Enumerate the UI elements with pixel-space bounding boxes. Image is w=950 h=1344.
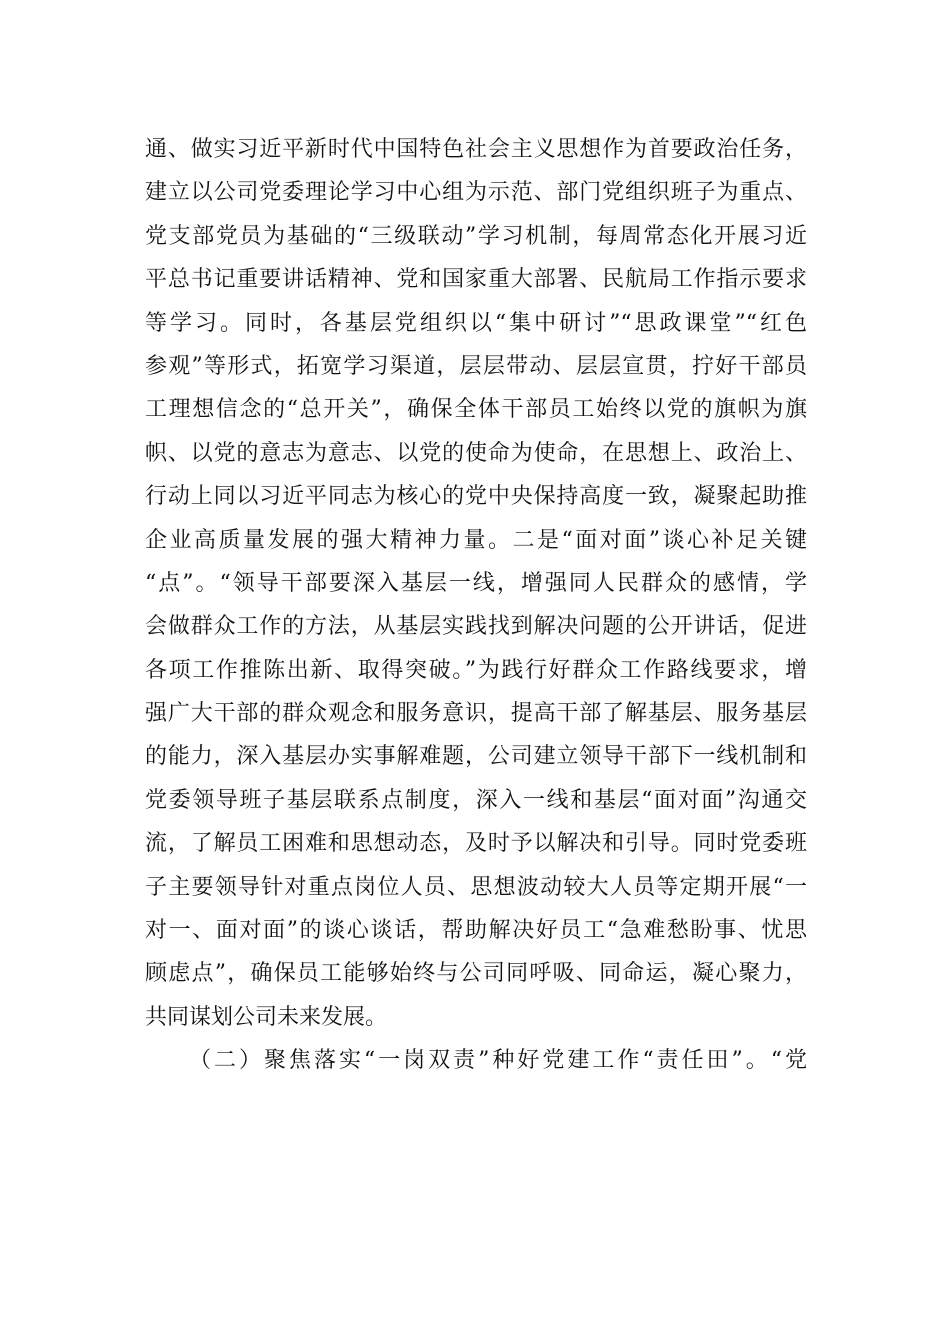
text-line-3: 党支部党员为基础的“三级联动”学习机制，每周常态化开展习近 (145, 223, 807, 249)
text-line-6: 参观”等形式，拓宽学习渠道，层层带动、层层宣贯，拧好干部员 (145, 353, 807, 379)
text-line-16: 党委领导班子基层联系点制度，深入一线和基层“面对面”沟通交 (145, 787, 807, 813)
text-line-20: 顾虑点”，确保员工能够始终与公司同呼吸、同命运，凝心聚力， (145, 961, 807, 987)
text-line-12: 会做群众工作的方法，从基层实践找到解决问题的公开讲话，促进 (145, 614, 807, 640)
text-line-9: 行动上同以习近平同志为核心的党中央保持高度一致，凝聚起助推 (145, 484, 807, 510)
text-line-7: 工理想信念的“总开关”，确保全体干部员工始终以党的旗帜为旗 (145, 397, 807, 423)
section-heading-line: （二）聚焦落实“一岗双责”种好党建工作“责任田”。“党 (189, 1048, 807, 1074)
text-line-13: 各项工作推陈出新、取得突破。”为践行好群众工作路线要求，增 (145, 657, 807, 683)
text-line-15: 的能力，深入基层办实事解难题，公司建立领导干部下一线机制和 (145, 744, 807, 770)
text-line-19: 对一、面对面”的谈心谈话，帮助解决好员工“急难愁盼事、忧思 (145, 918, 807, 944)
text-line-8: 帜、以党的意志为意志、以党的使命为使命，在思想上、政治上、 (145, 440, 807, 466)
text-line-11: “点”。“领导干部要深入基层一线，增强同人民群众的感情，学 (145, 570, 807, 596)
text-line-14: 强广大干部的群众观念和服务意识，提高干部了解基层、服务基层 (145, 701, 807, 727)
body-text (145, 128, 807, 1083)
text-line-1: 通、做实习近平新时代中国特色社会主义思想作为首要政治任务， (145, 137, 807, 162)
text-line-21: 共同谋划公司未来发展。 (145, 1004, 388, 1030)
text-line-10: 企业高质量发展的强大精神力量。二是“面对面”谈心补足关键 (145, 527, 807, 553)
text-line-17: 流，了解员工困难和思想动态，及时予以解决和引导。同时党委班 (145, 831, 807, 857)
text-line-18: 子主要领导针对重点岗位人员、思想波动较大人员等定期开展“一 (145, 874, 807, 900)
text-line-4: 平总书记重要讲话精神、党和国家重大部署、民航局工作指示要求 (145, 267, 807, 293)
text-line-2: 建立以公司党委理论学习中心组为示范、部门党组织班子为重点、 (145, 180, 807, 206)
text-line-5: 等学习。同时，各基层党组织以“集中研讨”“思政课堂”“红色 (145, 310, 807, 336)
